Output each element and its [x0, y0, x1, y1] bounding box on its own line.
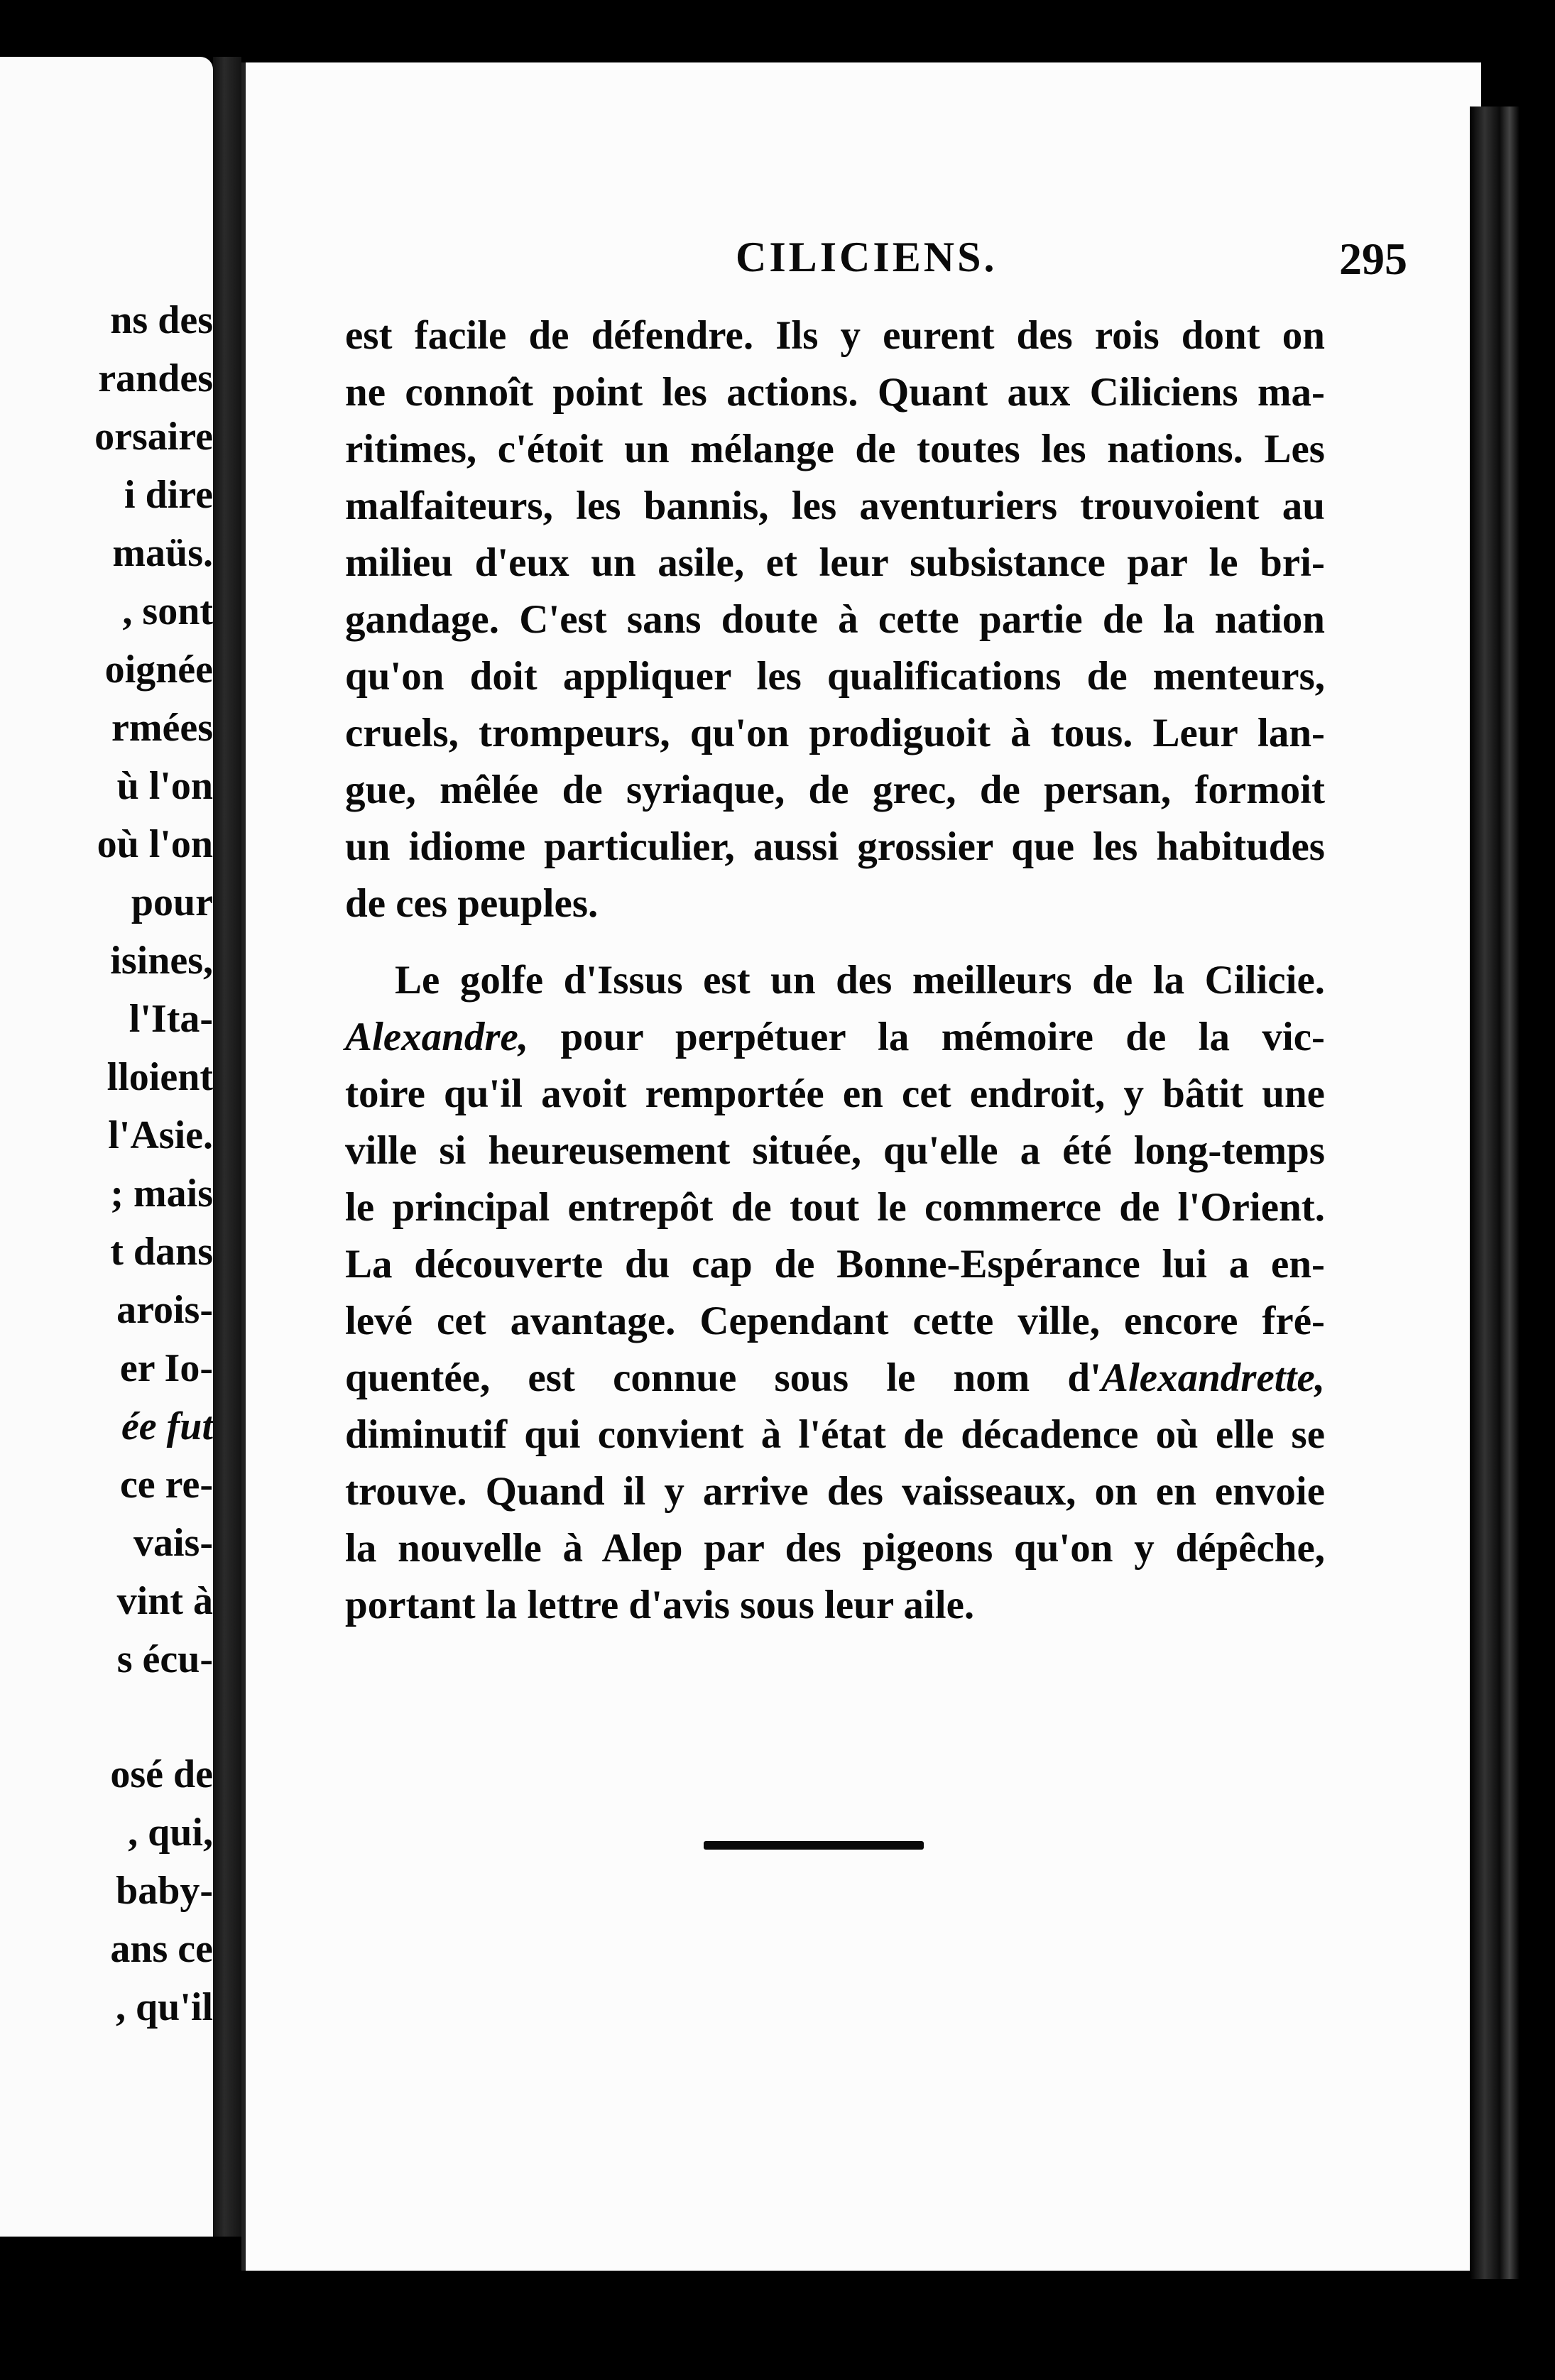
left-line: où l'on — [97, 822, 213, 866]
text-line: diminutif qui convient à l'état de décadence où elle se — [345, 1412, 1325, 1457]
left-line: vais- — [133, 1521, 213, 1565]
text-line: levé cet avantage. Cependant cette ville, encore fré- — [345, 1299, 1325, 1343]
left-line: , sont — [122, 589, 213, 633]
left-line: s écu- — [116, 1637, 213, 1681]
body-text — [345, 307, 1325, 1634]
text-line: toire qu'il avoit remportée en cet endroit, y bâtit une — [345, 1071, 1325, 1116]
text-line: est facile de défendre. Ils y eurent des rois dont on — [345, 313, 1325, 358]
left-line: ù l'on — [116, 764, 213, 808]
left-line: maüs. — [112, 531, 213, 575]
running-head: CILICIENS. — [736, 234, 998, 280]
left-line: ans ce — [110, 1927, 213, 1971]
text-fragment: pour perpétuer la mémoire de la vic- — [560, 1015, 1325, 1059]
text-line: malfaiteurs, les bannis, les aventuriers trouvoient au — [345, 484, 1325, 528]
italic-name: Alexandre, — [345, 1015, 529, 1059]
text-line: ville si heureusement située, qu'elle a été long-temps — [345, 1128, 1325, 1173]
left-line: oignée — [104, 648, 213, 692]
left-line: lloient — [107, 1055, 213, 1099]
text-line — [345, 1009, 1325, 1066]
left-page-text — [0, 291, 213, 2036]
left-line: orsaire — [94, 415, 213, 459]
text-line: La découverte du cap de Bonne-Espérance lui a en- — [345, 1242, 1325, 1287]
italic-name: Alexandrette, — [1101, 1355, 1325, 1400]
text-line: gue, mêlée de syriaque, de grec, de persan, formoit — [345, 768, 1325, 812]
text-line: Le golfe d'Issus est un des meilleurs de la Cilicie. — [395, 958, 1325, 1003]
text-fragment: quentée, est connue sous le nom d' — [345, 1355, 1101, 1400]
page-header — [345, 233, 1555, 318]
text-line: un idiome particulier, aussi grossier que les habitudes — [345, 824, 1325, 869]
left-line: t dans — [110, 1230, 213, 1274]
left-line: arois- — [116, 1288, 213, 1332]
left-line: ée fut — [121, 1404, 213, 1448]
left-line: , qu'il — [116, 1985, 213, 2029]
text-line: ne connoît point les actions. Quant aux Ciliciens ma- — [345, 370, 1325, 415]
text-line: ritimes, c'étoit un mélange de toutes les nations. Les — [345, 427, 1325, 471]
left-page-fragment — [0, 57, 213, 2237]
left-line: isines, — [110, 939, 213, 983]
section-end-rule — [704, 1841, 924, 1850]
text-line: cruels, trompeurs, qu'on prodiguoit à tous. Leur lan- — [345, 711, 1325, 755]
left-line: ns des — [110, 298, 213, 342]
left-line: vint à — [116, 1579, 213, 1623]
left-line: ce re- — [119, 1463, 213, 1507]
left-line: baby- — [116, 1869, 213, 1913]
right-page — [241, 62, 1481, 2271]
left-line: randes — [98, 356, 213, 400]
left-line: pour — [131, 880, 213, 924]
text-line: de ces peuples. — [345, 881, 599, 926]
text-line — [345, 1350, 1325, 1407]
text-line: le principal entrepôt de tout le commerce de l'Orient. — [345, 1185, 1325, 1230]
book-edge — [1470, 107, 1519, 2279]
page-number: 295 — [1339, 234, 1407, 284]
text-line: qu'on doit appliquer les qualifications de menteurs, — [345, 654, 1325, 699]
left-line: l'Asie. — [108, 1113, 213, 1157]
left-line: i dire — [124, 473, 213, 517]
left-line: rmées — [111, 706, 213, 750]
text-line: gandage. C'est sans doute à cette partie de la nation — [345, 597, 1325, 642]
text-line: milieu d'eux un asile, et leur subsistance par le bri- — [345, 540, 1325, 585]
text-line: portant la lettre d'avis sous leur aile. — [345, 1583, 975, 1627]
left-line: , qui, — [128, 1811, 213, 1855]
left-line: l'Ita- — [129, 997, 213, 1041]
book-gutter — [213, 57, 241, 2237]
left-line: osé de — [110, 1752, 213, 1796]
text-line: la nouvelle à Alep par des pigeons qu'on y dépêche, — [345, 1526, 1325, 1571]
text-line: trouve. Quand il y arrive des vaisseaux, on en envoie — [345, 1469, 1325, 1514]
left-line: ; mais — [110, 1172, 213, 1216]
left-line: er Io- — [119, 1346, 213, 1390]
